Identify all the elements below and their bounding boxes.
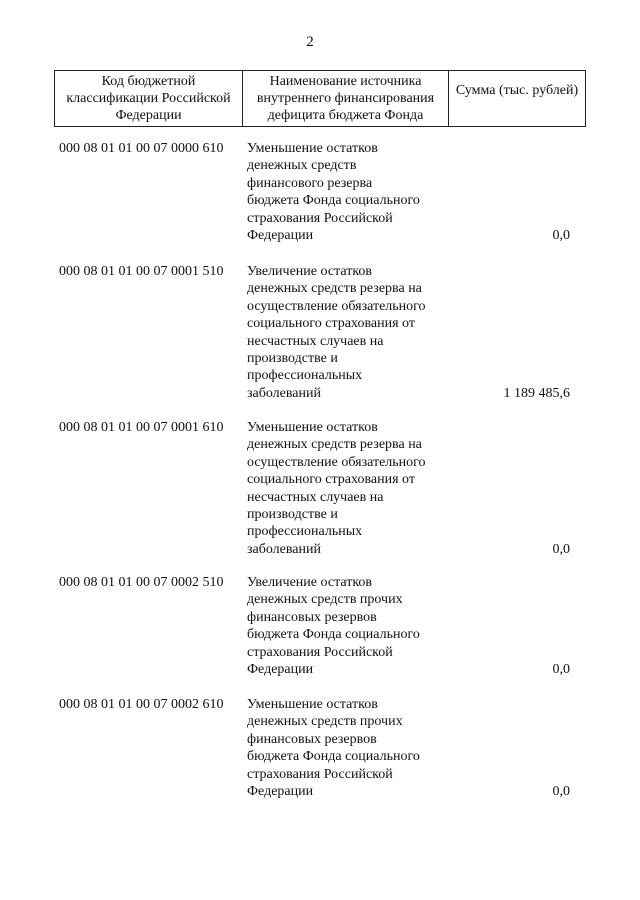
row-code: 000 08 01 01 00 07 0001 510 — [59, 264, 224, 279]
header-sum: Сумма (тыс. рублей) — [455, 83, 579, 98]
table-row — [54, 696, 586, 800]
row-sum: 0,0 — [552, 662, 570, 678]
row-code: 000 08 01 01 00 07 0000 610 — [59, 141, 224, 156]
row-sum: 1 189 485,6 — [503, 385, 570, 401]
table-row — [54, 574, 586, 678]
row-sum: 0,0 — [552, 228, 570, 244]
row-code: 000 08 01 01 00 07 0002 610 — [59, 697, 224, 712]
row-name: Уменьшение остатков денежных средств прочих финансовых резервов бюджета Фонда социального страхования Российской Федерации — [247, 697, 420, 800]
table-row — [54, 419, 586, 558]
row-name: Уменьшение остатков денежных средств резерва на осуществление обязательного социального страхования от несчастных случаев на производстве и профессиональных заболеваний — [247, 420, 426, 557]
financing-sources-table — [54, 70, 586, 800]
row-name: Увеличение остатков денежных средств резерва на осуществление обязательного социального страхования от несчастных случаев на производстве и профессиональных заболеваний — [247, 264, 426, 401]
header-name: Наименование источника внутреннего финансирования дефицита бюджета Фонда — [243, 71, 449, 126]
row-sum: 0,0 — [552, 784, 570, 800]
table-header — [54, 70, 586, 127]
row-name: Увеличение остатков денежных средств прочих финансовых резервов бюджета Фонда социального страхования Российской Федерации — [247, 575, 420, 678]
table-row — [54, 140, 586, 244]
row-name: Уменьшение остатков денежных средств финансового резерва бюджета Фонда социального страхования Российской Федерации — [247, 141, 420, 244]
table-row — [54, 263, 586, 402]
page-number: 2 — [306, 34, 314, 50]
header-code: Код бюджетной классификации Российской Федерации — [55, 71, 243, 126]
row-code: 000 08 01 01 00 07 0002 510 — [59, 575, 224, 590]
row-code: 000 08 01 01 00 07 0001 610 — [59, 420, 224, 435]
row-sum: 0,0 — [552, 541, 570, 557]
